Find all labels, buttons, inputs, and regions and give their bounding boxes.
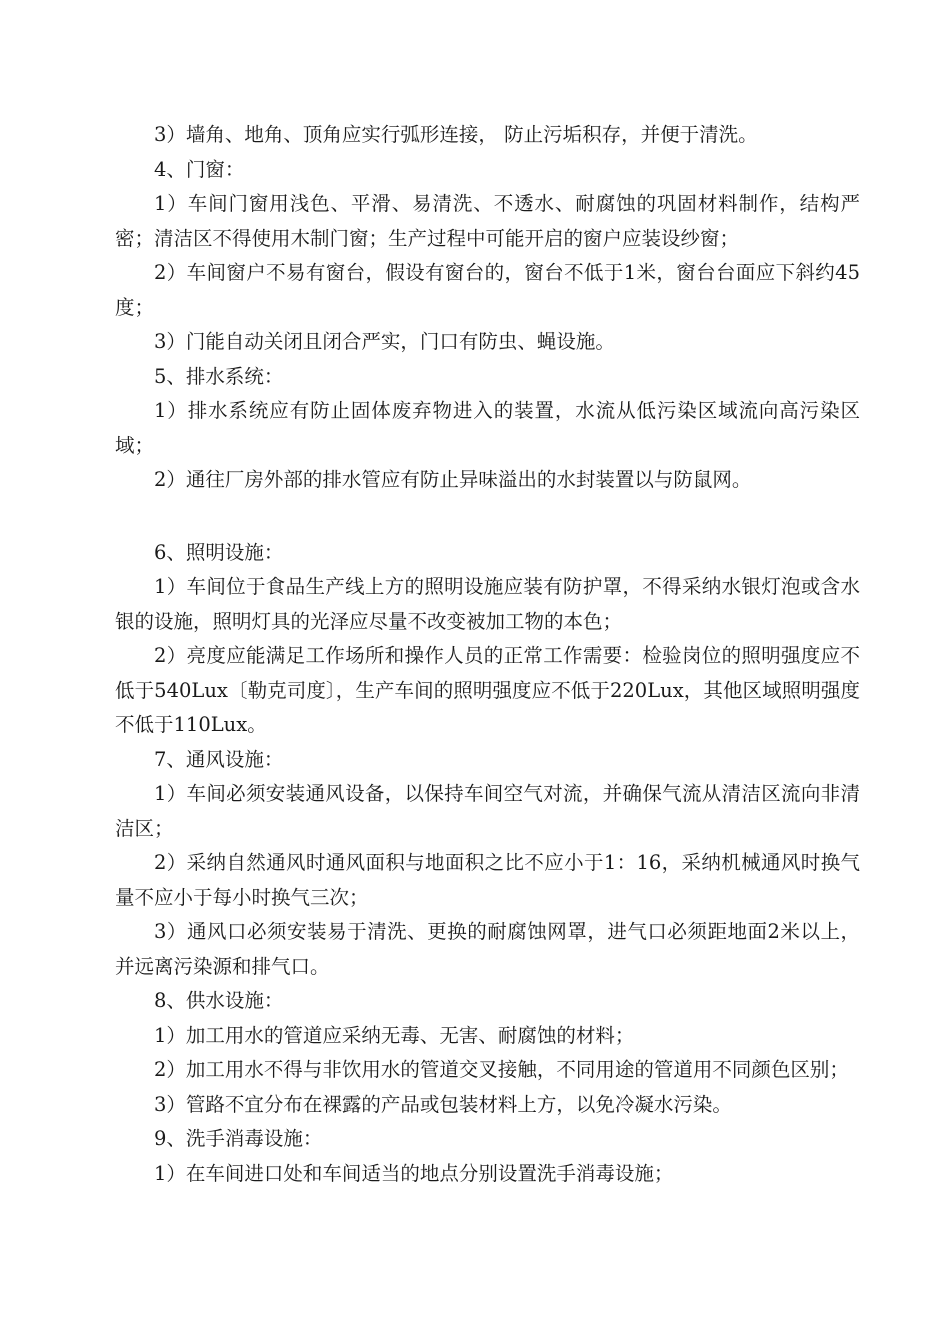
paragraph-lighting-brightness: 2）亮度应能满足工作场所和操作人员的正常工作需要：检验岗位的照明强度应不低于540Lux〔勒克司度〕，生产车间的照明强度应不低于220Lux，其他区域照明强度不低于110Lux。 <box>115 644 860 736</box>
paragraph-ventilation-vents: 3）通风口必须安装易于清洗、更换的耐腐蚀网罩，进气口必须距地面2米以上，并远离污染源和排气口。 <box>115 920 860 978</box>
heading-ventilation: 7、通风设施： <box>154 747 284 771</box>
heading-water-supply: 8、供水设施： <box>154 989 284 1012</box>
heading-doors-windows: 4、门窗： <box>154 157 245 181</box>
paragraph-ventilation-equipment: 1）车间必须安装通风设备，以保持车间空气对流，并确保气流从清洁区流向非清洁区； <box>115 782 860 840</box>
heading-handwash: 9、洗手消毒设施： <box>154 1127 323 1150</box>
paragraph-window-sill: 2）车间窗户不易有窗台，假设有窗台的，窗台不低于1米，窗台台面应下斜约45度； <box>115 261 860 319</box>
paragraph-water-pipes: 1）加工用水的管道应采纳无毒、无害、耐腐蚀的材料； <box>154 1023 635 1047</box>
heading-lighting: 6、照明设施： <box>154 540 284 564</box>
paragraph-water-condensation: 3）管路不宜分布在裸露的产品或包装材料上方，以免冷凝水污染。 <box>154 1092 732 1116</box>
paragraph-door-window-materials: 1）车间门窗用浅色、平滑、易清洗、不透水、耐腐蚀的巩固材料制作，结构严密；清洁区不得使用木制门窗；生产过程中可能开启的窗户应装设纱窗； <box>115 192 860 250</box>
paragraph-water-separation: 2）加工用水不得与非饮用水的管道交叉接触，不同用途的管道用不同颜色区别； <box>154 1058 849 1081</box>
document-page <box>115 118 860 1191</box>
paragraph-handwash-stations: 1）在车间进口处和车间适当的地点分别设置洗手消毒设施； <box>154 1161 674 1185</box>
paragraph-drainage-flow: 1）排水系统应有防止固体废弃物进入的装置，水流从低污染区域流向高污染区域； <box>115 399 860 457</box>
heading-drainage: 5、排水系统： <box>154 364 284 388</box>
paragraph-lighting-cover: 1）车间位于食品生产线上方的照明设施应装有防护罩，不得采纳水银灯泡或含水银的设施，照明灯具的光泽应尽量不改变被加工物的本色； <box>115 575 860 633</box>
blank-line <box>115 498 860 536</box>
paragraph-door-closing: 3）门能自动关闭且闭合严实，门口有防虫、蝇设施。 <box>154 330 615 353</box>
paragraph-ventilation-ratio: 2）采纳自然通风时通风面积与地面积之比不应小于1：16，采纳机械通风时换气量不应小于每小时换气三次； <box>115 851 860 909</box>
paragraph-wall-corners: 3）墙角、地角、顶角应实行弧形连接， 防止污垢积存，并便于清洗。 <box>154 123 758 146</box>
paragraph-drainage-seal: 2）通往厂房外部的排水管应有防止异味溢出的水封装置以与防鼠网。 <box>154 468 752 491</box>
